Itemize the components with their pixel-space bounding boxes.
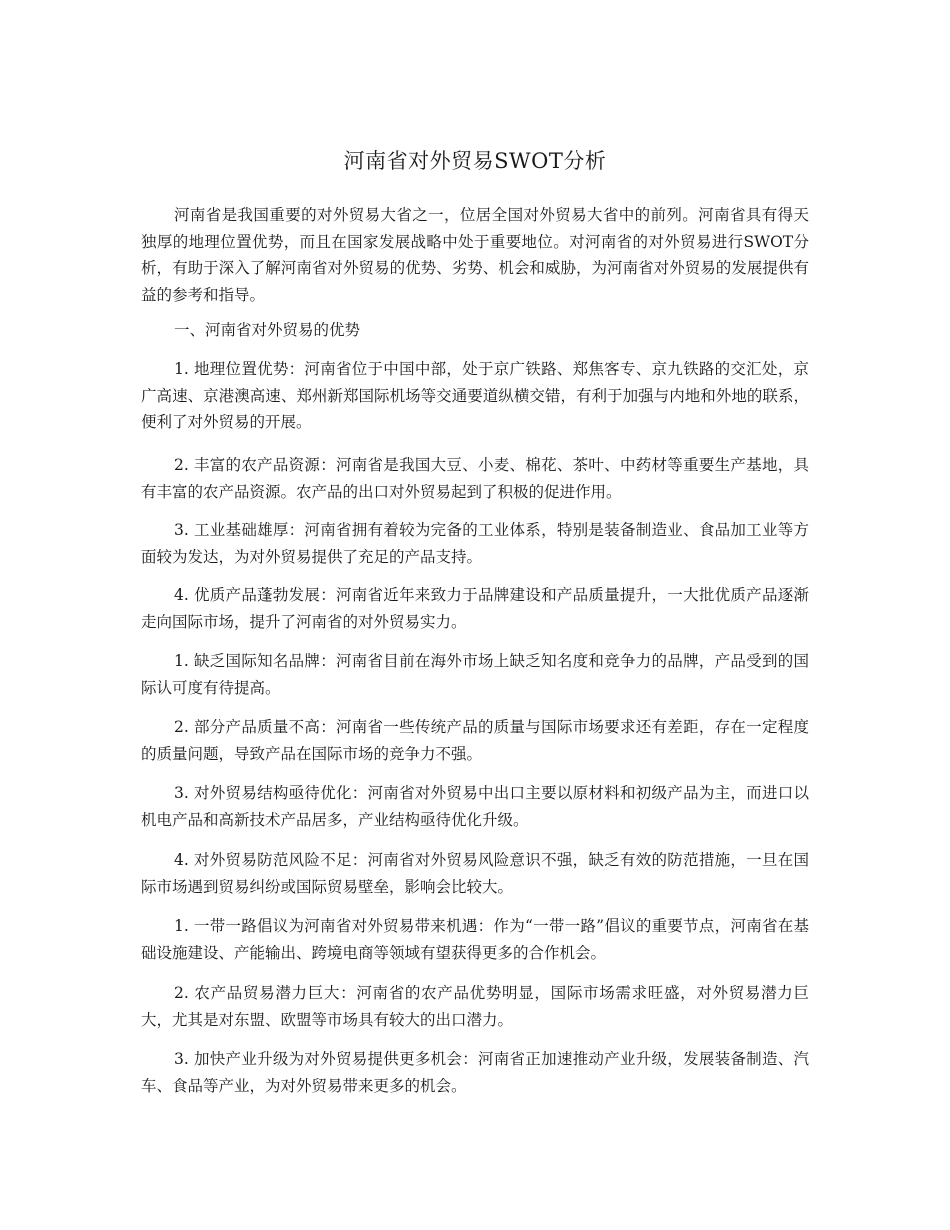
paragraph-strength-2: 2. 丰富的农产品资源：河南省是我国大豆、小麦、棉花、茶叶、中药材等重要生产基地，具有丰富的农产品资源。农产品的出口对外贸易起到了积极的促进作用。 [141, 456, 809, 501]
paragraph-strength-4: 4. 优质产品蓬勃发展：河南省近年来致力于品牌建设和产品质量提升，一大批优质产品逐渐走向国际市场，提升了河南省的对外贸易实力。 [141, 586, 809, 631]
intro-paragraph: 河南省是我国重要的对外贸易大省之一，位居全国对外贸易大省中的前列。河南省具有得天独厚的地理位置优势，而且在国家发展战略中处于重要地位。对河南省的对外贸易进行SWOT分析，有助于深入了解河南省对外贸易的优势、劣势、机会和威胁，为河南省对外贸易的发展提供有益的参考和指导。 [141, 206, 809, 304]
paragraph-strength-3: 3. 工业基础雄厚：河南省拥有着较为完备的工业体系，特别是装备制造业、食品加工业等方面较为发达，为对外贸易提供了充足的产品支持。 [141, 521, 809, 566]
paragraph-opportunity-1: 1. 一带一路倡议为河南省对外贸易带来机遇：作为“一带一路”倡议的重要节点，河南省在基础设施建设、产能输出、跨境电商等领域有望获得更多的合作机会。 [141, 917, 809, 962]
section-heading-strengths: 一、河南省对外贸易的优势 [174, 321, 361, 339]
paragraph-weakness-4: 4. 对外贸易防范风险不足：河南省对外贸易风险意识不强，缺乏有效的防范措施，一旦在国际市场遇到贸易纠纷或国际贸易壁垒，影响会比较大。 [141, 851, 809, 896]
document-title: 河南省对外贸易SWOT分析 [343, 149, 607, 173]
paragraph-strength-1: 1. 地理位置优势：河南省位于中国中部，处于京广铁路、郑焦客专、京九铁路的交汇处，京广高速、京港澳高速、郑州新郑国际机场等交通要道纵横交错，有利于加强与内地和外地的联系，便利了对外贸易的开展。 [141, 360, 809, 431]
paragraph-opportunity-3: 3. 加快产业升级为对外贸易提供更多机会：河南省正加速推动产业升级，发展装备制造、汽车、食品等产业，为对外贸易带来更多的机会。 [141, 1050, 809, 1095]
paragraph-weakness-3: 3. 对外贸易结构亟待优化：河南省对外贸易中出口主要以原材料和初级产品为主，而进口以机电产品和高新技术产品居多，产业结构亟待优化升级。 [141, 784, 809, 829]
paragraph-weakness-1: 1. 缺乏国际知名品牌：河南省目前在海外市场上缺乏知名度和竞争力的品牌，产品受到的国际认可度有待提高。 [141, 652, 809, 697]
paragraph-weakness-2: 2. 部分产品质量不高：河南省一些传统产品的质量与国际市场要求还有差距，存在一定程度的质量问题，导致产品在国际市场的竞争力不强。 [141, 718, 809, 763]
paragraph-opportunity-2: 2. 农产品贸易潜力巨大：河南省的农产品优势明显，国际市场需求旺盛，对外贸易潜力巨大，尤其是对东盟、欧盟等市场具有较大的出口潜力。 [141, 984, 809, 1029]
